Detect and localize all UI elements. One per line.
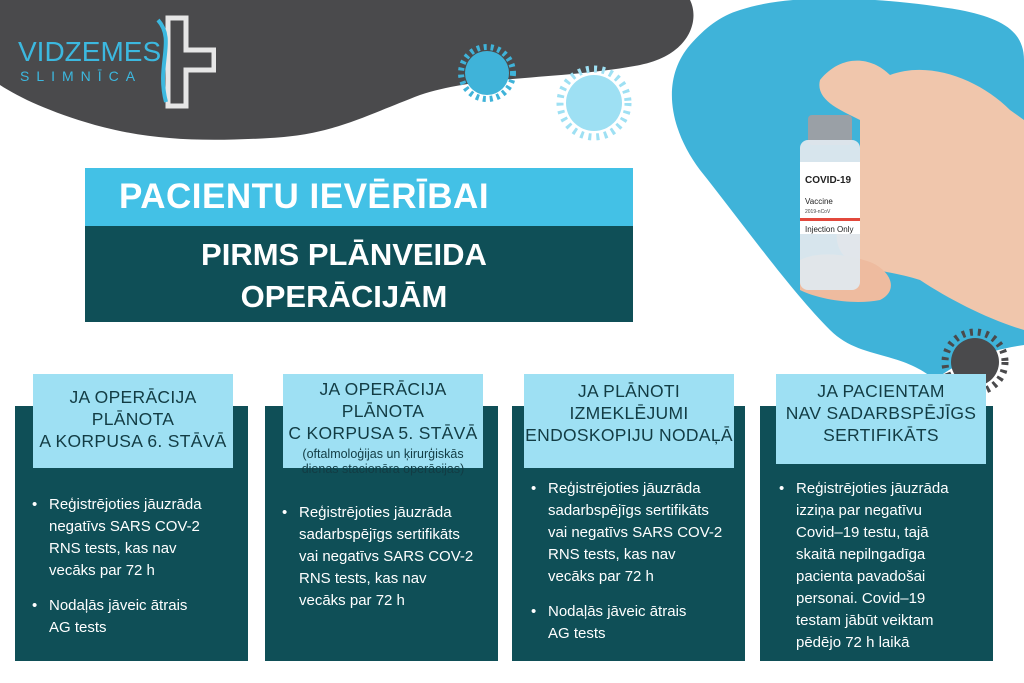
card-heading-line: SERTIFIKĀTS xyxy=(823,425,939,445)
card-bullets xyxy=(531,478,743,645)
card-bullets xyxy=(282,502,494,612)
card-heading-line: JA OPERĀCIJA xyxy=(69,387,197,407)
hospital-logo xyxy=(14,14,214,104)
card-bullets xyxy=(779,478,986,654)
logo-line1: VIDZEMES xyxy=(18,36,162,67)
bullet-item: • Reģistrējoties jāuzrāda sadarbspējīgs sertifikāts vai negatīvs SARS COV-2 RNS tests, kas nav vecāks par 72 h xyxy=(531,480,723,585)
bullet-item: • Reģistrējoties jāuzrāda sadarbspējīgs sertifikāts vai negatīvs SARS COV-2 RNS tests, kas nav vecāks par 72 h xyxy=(282,504,474,609)
card-heading xyxy=(33,374,233,468)
card-heading-line: NAV SADARBSPĒJĪGS xyxy=(785,403,977,423)
card-heading-sub: dienas stacionāra operācijas) xyxy=(301,462,465,476)
card-heading xyxy=(283,374,483,476)
card-heading-line: JA PACIENTAM xyxy=(817,381,945,401)
vial-label-small: 2019-nCoV xyxy=(805,209,831,215)
bullet-item: • Nodaļās jāveic ātrais AG tests xyxy=(32,597,188,636)
vaccine-vial-image xyxy=(650,0,1024,400)
bullet-dot-icon: • xyxy=(282,504,288,521)
card-heading-line: ENDOSKOPIJU NODAĻĀ xyxy=(525,425,733,445)
bullet-item: • Nodaļās jāveic ātrais AG tests xyxy=(531,603,687,642)
card-heading-line: JA PLĀNOTI xyxy=(577,381,681,401)
title-line2: OPERĀCIJĀM xyxy=(240,279,448,314)
title-banner-top: PACIENTU IEVĒRĪBAI xyxy=(85,168,633,226)
logo-line2: SLIMNĪCA xyxy=(20,68,143,84)
bullet-item: • Reģistrējoties jāuzrāda izziņa par negatīvu Covid–19 testu, tajā skaitā nepilngadīga pacienta pavadošai personai. Covid–19 testam jābūt veiktam pēdējo 72 h laikā xyxy=(779,480,949,651)
card-heading-sub: (oftalmoloģijas un ķirurģiskās xyxy=(302,447,464,461)
bullet-dot-icon: • xyxy=(531,480,537,497)
bullet-dot-icon: • xyxy=(779,480,785,497)
card-heading-line: JA OPERĀCIJA PLĀNOTA xyxy=(319,379,447,421)
cross-icon xyxy=(146,10,216,110)
card-bullets xyxy=(32,494,239,639)
vial-label-title: COVID-19 xyxy=(805,175,852,186)
bullet-dot-icon: • xyxy=(531,603,537,620)
title-banner-bottom xyxy=(85,226,633,322)
card-heading xyxy=(776,374,986,464)
title-line1: PIRMS PLĀNVEIDA xyxy=(201,237,487,272)
card-heading-line: PLĀNOTA xyxy=(91,409,175,429)
card-heading xyxy=(524,374,734,468)
bullet-dot-icon: • xyxy=(32,597,38,614)
bullet-item: • Reģistrējoties jāuzrāda negatīvs SARS COV-2 RNS tests, kas nav vecāks par 72 h xyxy=(32,496,202,579)
card-heading-line: A KORPUSA 6. STĀVĀ xyxy=(39,431,227,451)
bullet-dot-icon: • xyxy=(32,496,38,513)
vial-label-vaccine: Vaccine xyxy=(805,197,833,206)
vial-label-injection: Injection Only xyxy=(805,225,854,234)
card-heading-line: C KORPUSA 5. STĀVĀ xyxy=(288,423,478,443)
card-heading-line: IZMEKLĒJUMI xyxy=(569,403,689,423)
virus-icon xyxy=(560,69,628,137)
